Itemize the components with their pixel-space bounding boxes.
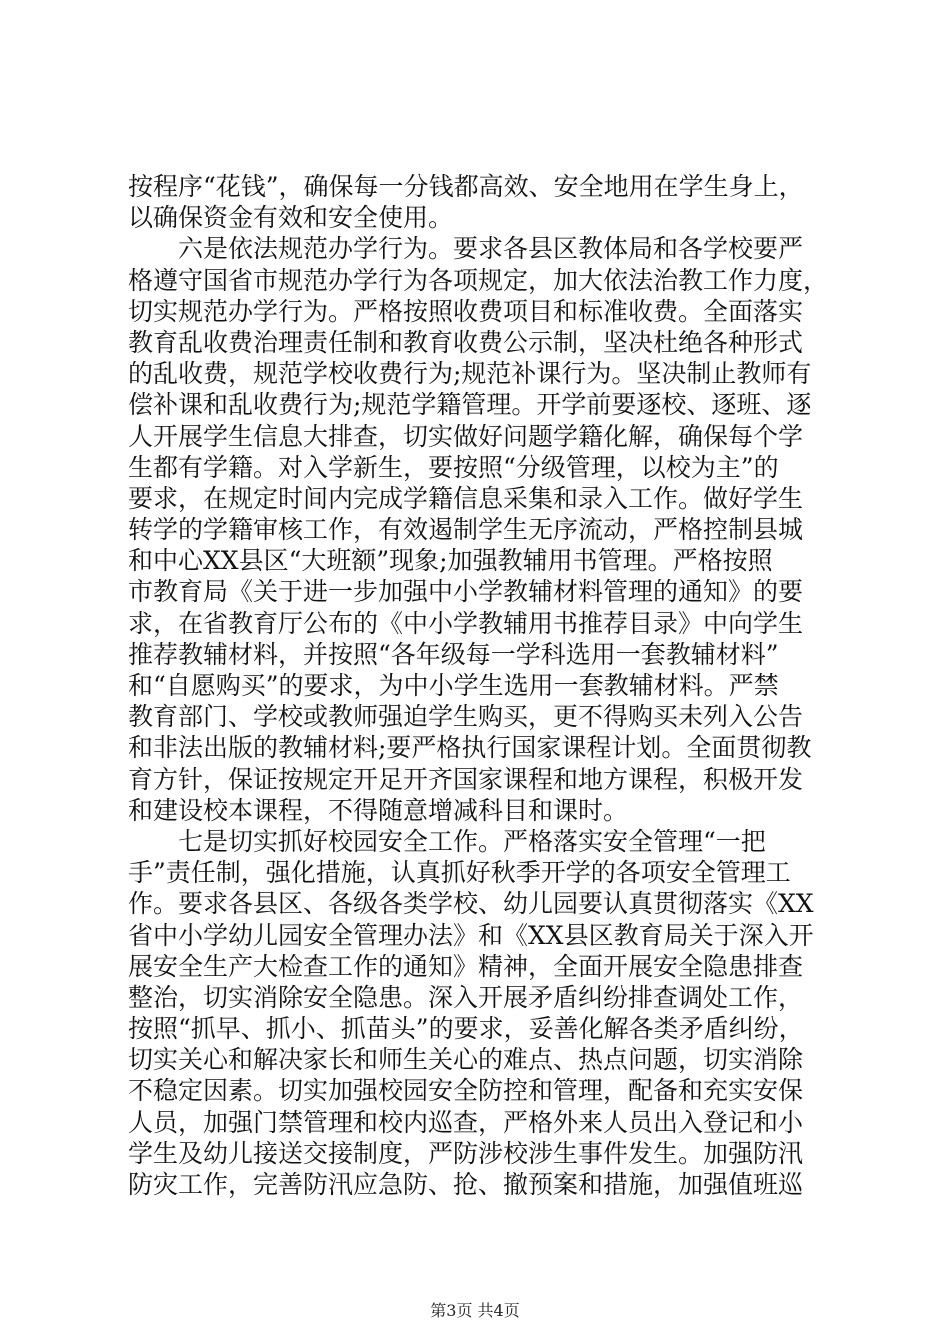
page-footer — [0, 1301, 950, 1321]
text-line: 和非法出版的教辅材料;要严格执行国家课程计划。全面贯彻教 — [128, 733, 812, 763]
text-line: 六是依法规范办学行为。要求各县区教体局和各学校要严 — [128, 234, 804, 264]
text-line: 防灾工作，完善防汛应急防、抢、撤预案和措施，加强值班巡 — [128, 1170, 804, 1199]
text-line: 转学的学籍审核工作，有效遏制学生无序流动，严格控制县城 — [128, 515, 804, 545]
text-line: 偿补课和乱收费行为;规范学籍管理。开学前要逐校、逐班、逐 — [128, 390, 812, 420]
text-line: 切实关心和解决家长和师生关心的难点、热点问题，切实消除 — [128, 1045, 804, 1075]
text-line: 省中小学幼儿园安全管理办法》和《XX县区教育局关于深入开 — [128, 920, 814, 950]
text-line: 生都有学籍。对入学新生，要按照“分级管理，以校为主”的 — [128, 452, 779, 482]
text-line: 人员，加强门禁管理和校内巡查，严格外来人员出入登记和小 — [128, 1107, 804, 1137]
text-line: 按程序“花钱”，确保每一分钱都高效、安全地用在学生身上， — [128, 172, 804, 201]
text-line: 和中心XX县区“大班额”现象;加强教辅用书管理。严格按照 — [128, 546, 773, 576]
text-line: 以确保资金有效和安全使用。 — [128, 203, 454, 233]
text-line: 不稳定因素。切实加强校园安全防控和管理，配备和充实安保 — [128, 1076, 804, 1106]
text-line: 整治，切实消除安全隐患。深入开展矛盾纠纷排查调处工作， — [128, 982, 804, 1012]
text-line: 切实规范办学行为。严格按照收费项目和标准收费。全面落实 — [128, 296, 804, 326]
text-line: 展安全生产大检查工作的通知》精神，全面开展安全隐患排查 — [128, 951, 804, 981]
text-line: 学生及幼儿接送交接制度，严防涉校涉生事件发生。加强防汛 — [128, 1138, 804, 1168]
document-body — [128, 171, 828, 1200]
text-line: 手”责任制，强化措施，认真抓好秋季开学的各项安全管理工 — [128, 858, 791, 888]
text-line: 按照“抓早、抓小、抓苗头”的要求，妥善化解各类矛盾纠纷， — [128, 1014, 804, 1044]
text-line: 和“自愿购买”的要求，为中小学生选用一套教辅材料。严禁 — [128, 671, 779, 700]
text-line: 推荐教辅材料，并按照“各年级每一学科选用一套教辅材料” — [128, 639, 779, 669]
text-line: 人开展学生信息大排查，切实做好问题学籍化解，确保每个学 — [128, 421, 804, 451]
text-line: 市教育局《关于进一步加强中小学教辅材料管理的通知》的要 — [128, 577, 804, 607]
text-line: 和建设校本课程，不得随意增减科目和课时。 — [128, 795, 629, 825]
text-line: 作。要求各县区、各级各类学校、幼儿园要认真贯彻落实《XX — [128, 889, 814, 919]
text-line: 求，在省教育厅公布的《中小学教辅用书推荐目录》中向学生 — [128, 608, 804, 638]
text-line: 教育乱收费治理责任制和教育收费公示制，坚决杜绝各种形式 — [128, 327, 804, 357]
text-line: 要求，在规定时间内完成学籍信息采集和录入工作。做好学生 — [128, 483, 804, 513]
text-line: 的乱收费，规范学校收费行为;规范补课行为。坚决制止教师有 — [128, 359, 812, 389]
text-line: 格遵守国省市规范办学行为各项规定，加大依法治教工作力度， — [128, 265, 829, 295]
page-number: 第3页 共4页 — [430, 1301, 520, 1320]
text-line: 育方针，保证按规定开足开齐国家课程和地方课程，积极开发 — [128, 764, 804, 794]
text-line: 教育部门、学校或教师强迫学生购买，更不得购买未列入公告 — [128, 702, 804, 732]
text-line: 七是切实抓好校园安全工作。严格落实安全管理“一把 — [128, 826, 766, 856]
